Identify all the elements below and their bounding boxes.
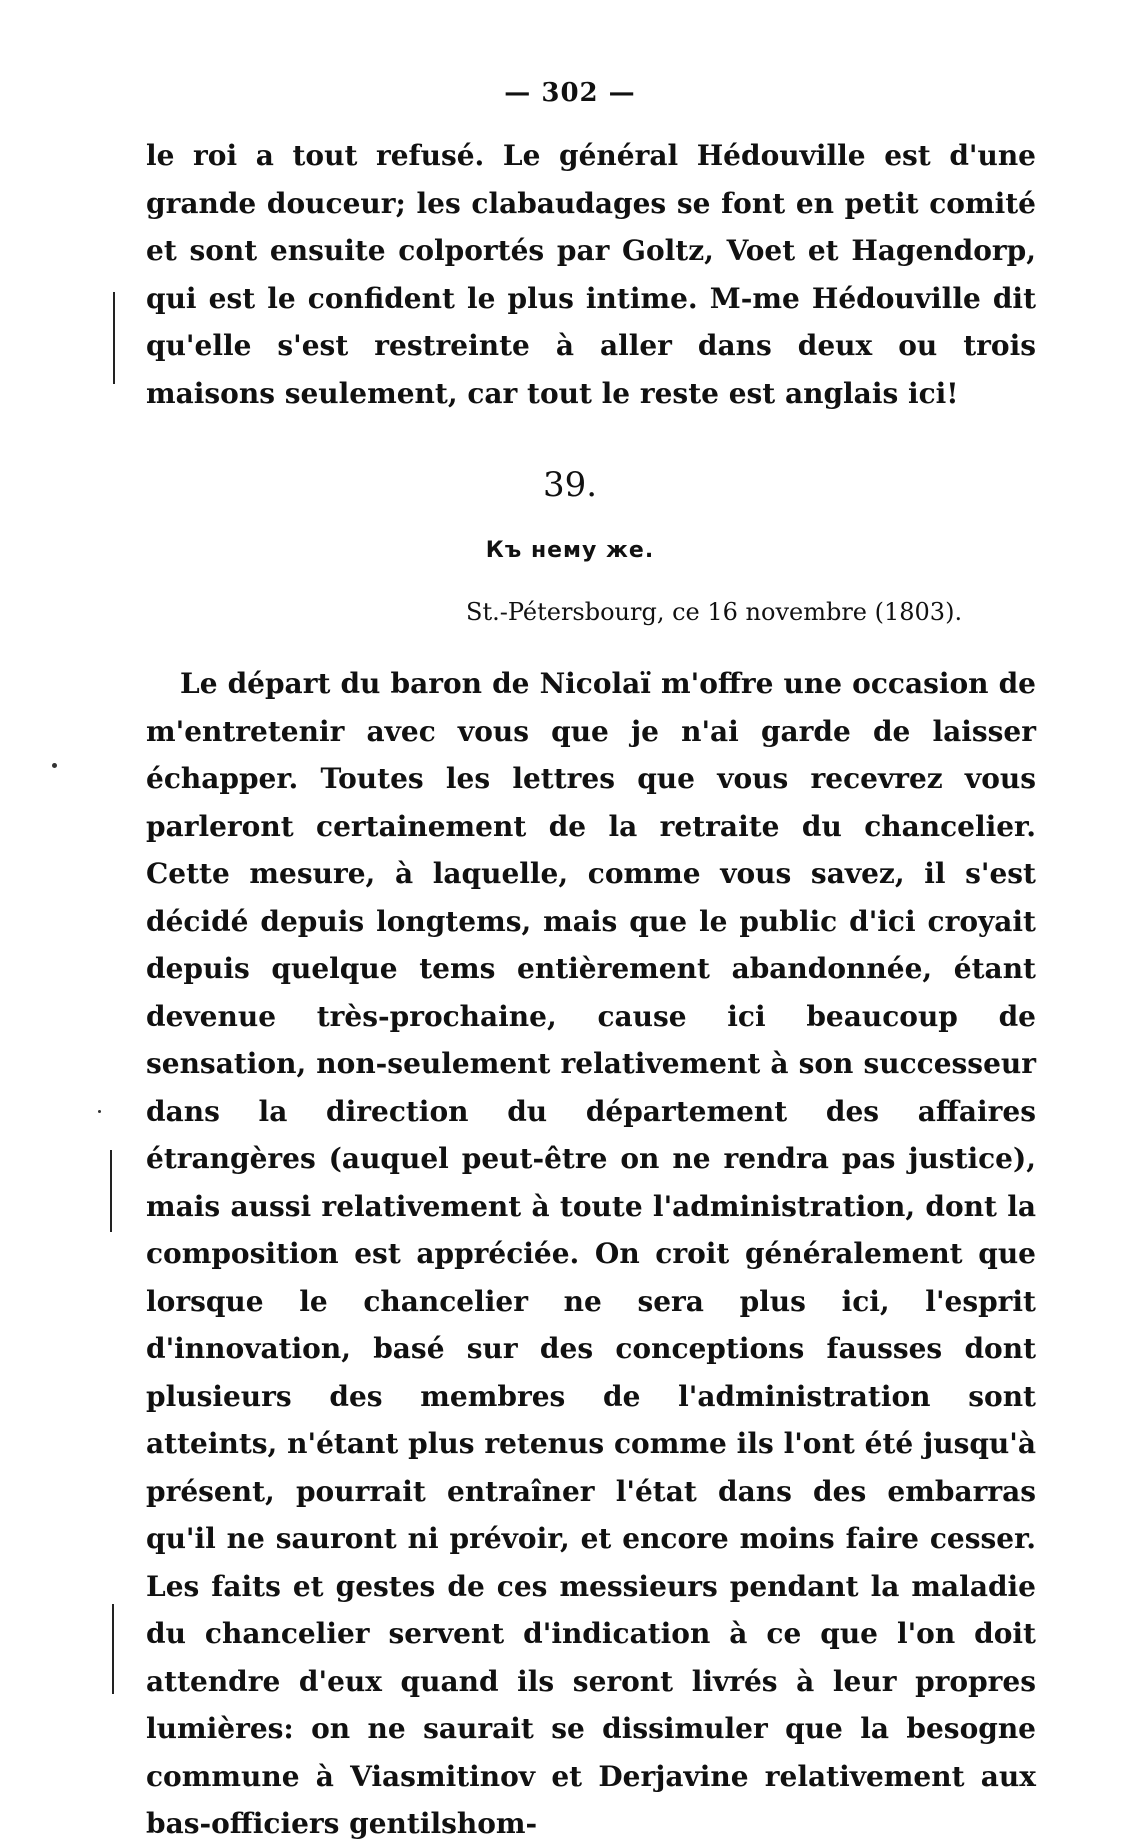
margin-speck: [52, 763, 57, 768]
letter-38-closing-paragraph: [146, 132, 1036, 417]
letter-dateline: St.-Pétersbourg, ce 16 novembre (1803).: [466, 598, 963, 626]
letter-39-body: [146, 660, 1036, 1848]
page-number: — 302 —: [504, 78, 636, 108]
paragraph-text: Le départ du baron de Nicolaï m'offre une occasion de m'entretenir avec vous que je n'ai garde de laisser échapper. Toutes les lettres que vous recevrez vous parleront certainement de la retraite du chancelier. Cette mesure, à laquelle, comme vous savez, il s'est décidé depuis longtems, mais que le public d'ici croyait depuis quelque tems entièrement abandonnée, étant devenue très-prochaine, cause ici beaucoup de sensation, non-seulement relativement à son successeur dans la direction du département des affaires étrangères (auquel peut-être on ne rendra pas justice), mais aussi relativement à toute l'administration, dont la composition est appréciée. On croit généralement que lorsque le chancelier ne sera plus ici, l'esprit d'innovation, basé sur des conceptions fausses dont plusieurs des membres de l'administration sont atteints, n'étant plus retenus comme ils l'ont été jusqu'à présent, pourrait entraîner l'état dans des embarras qu'il ne sauront ni prévoir, et encore moins faire cesser. Les faits et gestes de ces messieurs pendant la maladie du chancelier servent d'indication à ce que l'on doit attendre d'eux quand ils seront livrés à leur propres lumières: on ne saurait se dissimuler que la besogne commune à Viasmitinov et Derjavine relativement aux bas-officiers gentilshom-: [146, 667, 1036, 1840]
letter-number: 39.: [542, 465, 598, 505]
margin-mark: [110, 1150, 112, 1232]
letter-addressee: Къ нему же.: [485, 538, 655, 563]
paragraph-text: le roi a tout refusé. Le général Hédouville est d'une grande douceur; les clabaudages se font en petit comité et sont ensuite colportés par Goltz, Voet et Hagendorp, qui est le confident le plus intime. M-me Hédouville dit qu'elle s'est restreinte à aller dans deux ou trois maisons seulement, car tout le reste est anglais ici!: [146, 139, 1036, 410]
margin-speck: [98, 1110, 101, 1113]
margin-mark: [112, 1604, 114, 1694]
margin-mark: [113, 292, 115, 384]
